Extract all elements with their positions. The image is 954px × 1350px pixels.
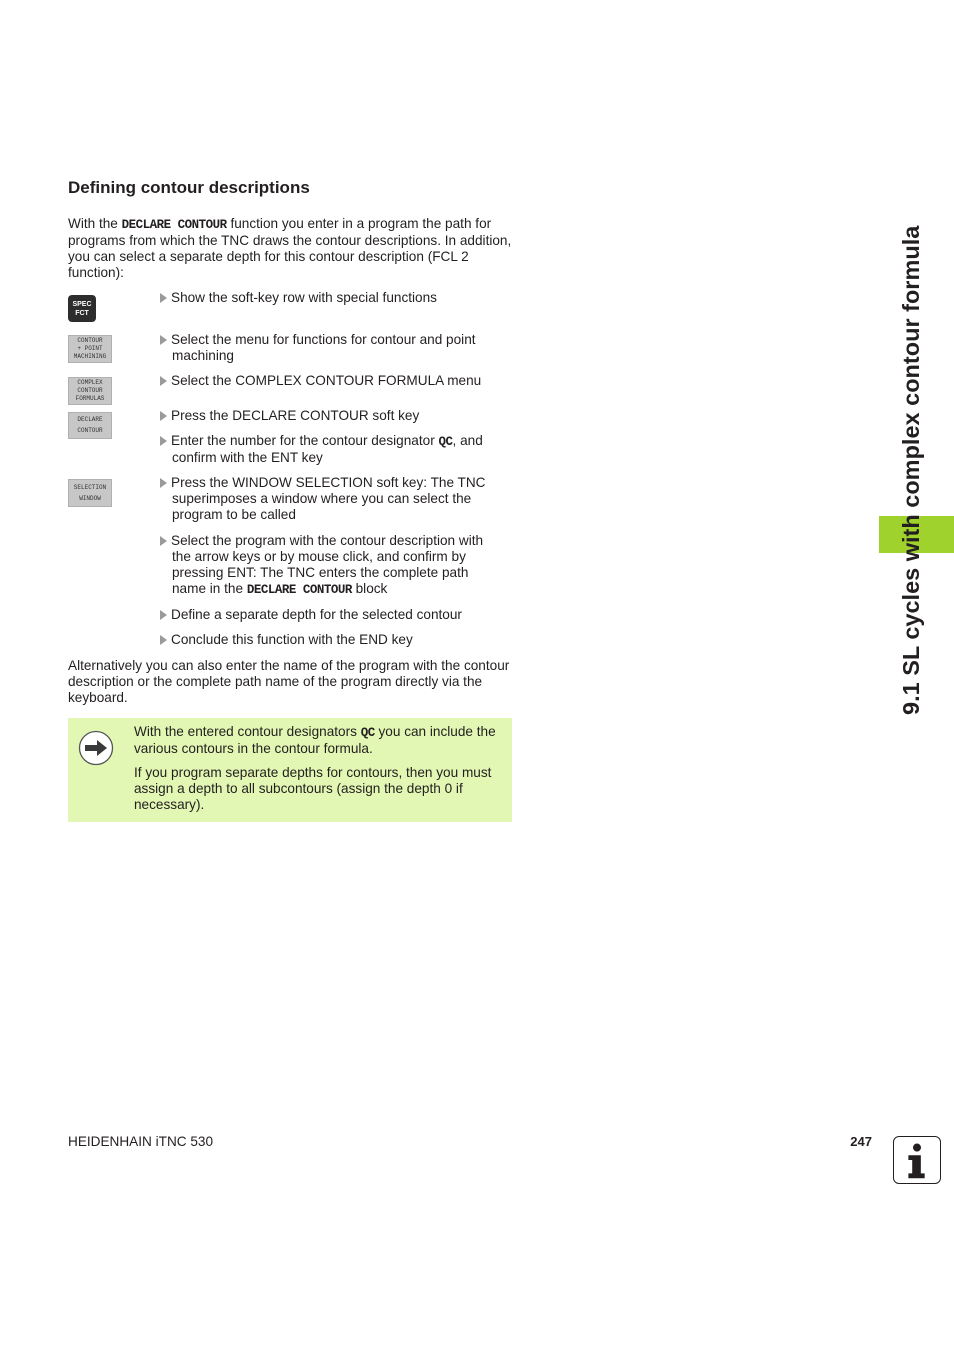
step-2: [158, 332, 513, 364]
step-8: [158, 607, 513, 623]
contour-point-softkey: [68, 335, 112, 363]
softkey-line: CONTOUR: [77, 387, 103, 394]
step-text: Press the WINDOW SELECTION soft key: The TNC: [171, 475, 486, 490]
note-text: With the entered contour designators: [134, 724, 361, 739]
bullet-arrow-icon: [160, 376, 167, 386]
bullet-arrow-icon: [160, 411, 167, 421]
step-code: QC: [438, 435, 453, 449]
note-text: you can include the various contours in the contour formula.: [134, 724, 496, 756]
note-paragraph-1: [134, 724, 504, 757]
step-text-cont: program to be called: [172, 507, 296, 522]
step-code: DECLARE CONTOUR: [246, 583, 352, 597]
step-1: [158, 290, 513, 306]
bullet-arrow-icon: [160, 478, 167, 488]
softkey-line: COMPLEX: [77, 379, 103, 386]
step-text: , and: [452, 433, 483, 448]
bullet-arrow-icon: [160, 293, 167, 303]
spec-key-line-1: SPEC: [72, 300, 92, 308]
info-icon: [893, 1136, 941, 1184]
complex-contour-formulas-softkey: [68, 377, 112, 405]
page-number: 247: [850, 1134, 872, 1149]
softkey-line: WINDOW: [79, 494, 101, 502]
spec-key-line-2: FCT: [75, 309, 89, 317]
step-text: Conclude this function with the END key: [171, 632, 413, 647]
section-heading: Defining contour descriptions: [68, 178, 310, 197]
step-text-cont: superimposes a window where you can select the: [172, 491, 472, 506]
step-text: Enter the number for the contour designator: [171, 433, 439, 448]
bullet-arrow-icon: [160, 610, 167, 620]
bullet-arrow-icon: [160, 536, 167, 546]
declare-contour-softkey: [68, 412, 112, 439]
intro-text-pre: With the: [68, 216, 122, 231]
note-code: QC: [360, 726, 375, 740]
step-text: name in the: [172, 581, 247, 596]
step-6: [158, 475, 513, 523]
softkey-line: + POINT: [77, 345, 103, 352]
intro-paragraph: [68, 216, 512, 281]
softkey-line: CONTOUR: [77, 427, 103, 434]
step-text-cont: machining: [172, 348, 234, 363]
step-3: [158, 373, 513, 389]
step-text: Select the COMPLEX CONTOUR FORMULA menu: [171, 373, 482, 388]
step-7: [158, 533, 513, 598]
footer-text: HEIDENHAIN iTNC 530: [68, 1134, 214, 1149]
step-4: [158, 408, 513, 424]
step-text: Define a separate depth for the selected contour: [171, 607, 462, 622]
bullet-arrow-icon: [160, 635, 167, 645]
selection-window-softkey: [68, 479, 112, 507]
softkey-line: CONTOUR: [77, 337, 103, 344]
alternative-paragraph: Alternatively you can also enter the name of the program with the contour description or the complete path name of the program directly via the keyboard.: [68, 658, 510, 705]
intro-code: DECLARE CONTOUR: [121, 218, 227, 232]
softkey-line: MACHINING: [73, 353, 107, 360]
bullet-arrow-icon: [160, 436, 167, 446]
step-9: [158, 632, 513, 648]
step-text: Select the menu for functions for contour and point: [171, 332, 476, 347]
intro-text-post: function you enter in a program the path for programs from which the TNC draws the contour descriptions. In addition, you can select a separate depth for this contour description (FCL 2 function):: [68, 216, 512, 280]
chapter-title: 9.1 SL cycles with complex contour formula: [898, 225, 924, 715]
step-text-cont: the arrow keys or by mouse click, and confirm by: [172, 549, 466, 564]
note-paragraph-2: If you program separate depths for contours, then you must assign a depth to all subcontours (assign the depth 0 if necessary).: [134, 765, 492, 812]
softkey-line: SELECTION: [73, 483, 107, 491]
step-text: block: [351, 581, 388, 596]
step-text-cont: confirm with the ENT key: [172, 450, 323, 465]
bullet-arrow-icon: [160, 335, 167, 345]
step-text: Press the DECLARE CONTOUR soft key: [171, 408, 420, 423]
softkey-line: FORMULAS: [75, 395, 105, 402]
step-5: [158, 433, 513, 466]
arrow-right-icon: [78, 730, 114, 766]
step-text: Show the soft-key row with special functions: [171, 290, 437, 305]
spec-fct-key: [68, 295, 96, 322]
step-text-cont: [158, 581, 513, 598]
step-text-cont: pressing ENT: The TNC enters the complete path: [172, 565, 469, 580]
softkey-line: DECLARE: [77, 416, 103, 423]
step-text: Select the program with the contour description with: [171, 533, 484, 548]
